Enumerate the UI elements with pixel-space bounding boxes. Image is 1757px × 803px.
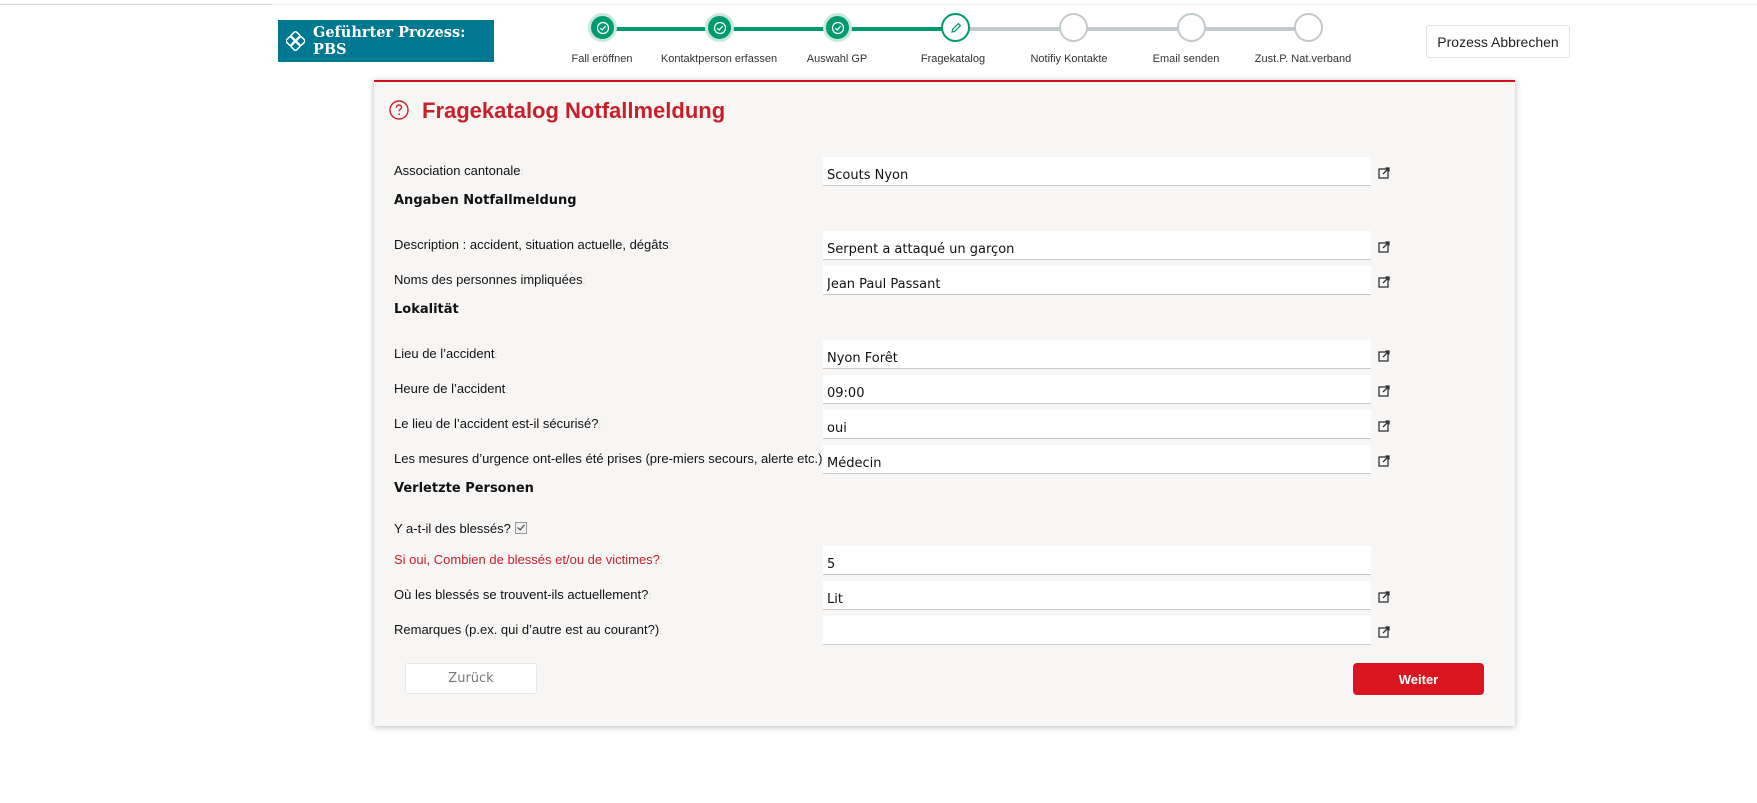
label-colon: : xyxy=(494,350,498,361)
label-colon: : xyxy=(582,276,586,287)
field-label xyxy=(394,381,508,396)
open-external-icon[interactable] xyxy=(1377,240,1391,254)
injured-location-input[interactable] xyxy=(823,581,1371,610)
check-icon xyxy=(713,21,727,35)
step-1-marker[interactable] xyxy=(588,13,617,42)
step-6-label: Email senden xyxy=(1152,53,1220,65)
next-button[interactable]: Weiter xyxy=(1353,663,1484,695)
field-row-time xyxy=(374,375,1515,405)
open-external-icon[interactable] xyxy=(1377,349,1391,363)
secured-input[interactable] xyxy=(823,410,1371,439)
place-input[interactable] xyxy=(823,340,1371,369)
check-icon xyxy=(596,21,610,35)
field-label xyxy=(394,163,523,178)
stepper-remaining-line xyxy=(967,27,1308,31)
field-row-injured-flag xyxy=(374,515,1515,545)
pencil-icon xyxy=(949,21,963,35)
field-label-text: Description : accident, situation actuelle, dégâts xyxy=(394,237,669,252)
page-title: Fragekatalog Notfallmeldung xyxy=(422,98,726,123)
abort-process-button[interactable]: Prozess Abbrechen xyxy=(1426,25,1570,58)
label-colon: : xyxy=(668,241,672,252)
description-input[interactable] xyxy=(823,231,1371,260)
step-3-marker[interactable] xyxy=(823,13,852,42)
label-colon: : xyxy=(659,626,662,637)
injured-count-input[interactable] xyxy=(823,546,1371,575)
questionnaire-card xyxy=(374,80,1515,726)
field-label-text: Lieu de l’accident xyxy=(394,346,495,361)
persons-input[interactable] xyxy=(823,266,1371,295)
field-label xyxy=(394,346,497,361)
section-heading-lokalitaet: Lokalität xyxy=(394,302,459,317)
field-label-text: Si oui, Combien de blessés et/ou de victimes? xyxy=(394,552,660,567)
step-2-marker[interactable] xyxy=(705,13,734,42)
label-colon: : xyxy=(659,556,663,567)
field-label xyxy=(394,622,662,637)
field-row-injured-location xyxy=(374,581,1515,611)
remarks-input[interactable] xyxy=(823,616,1371,645)
field-row-persons xyxy=(374,266,1515,296)
field-row-measures xyxy=(374,445,1515,475)
process-title: Geführter Prozess: PBS xyxy=(312,24,466,58)
section-heading-notfall: Angaben Notfallmeldung xyxy=(394,193,577,208)
label-colon: : xyxy=(505,385,509,396)
field-label-text: Le lieu de l’accident est-il sécurisé? xyxy=(394,416,599,431)
field-label xyxy=(394,521,527,536)
field-label xyxy=(394,451,825,466)
association-input[interactable] xyxy=(823,157,1371,186)
field-label xyxy=(394,272,585,287)
step-7-label: Zust.P. Nat.verband xyxy=(1254,53,1352,65)
field-label-text: Association cantonale xyxy=(394,163,521,178)
field-label-text: Heure de l’accident xyxy=(394,381,506,396)
label-colon: : xyxy=(520,167,524,178)
field-label-text: Remarques (p.ex. qui d’autre est au courant?) xyxy=(394,622,660,637)
field-label xyxy=(394,237,671,252)
measures-input[interactable] xyxy=(823,445,1371,474)
field-label-text: Les mesures d’urgence ont-elles été prises (pre-miers secours, alerte etc.) xyxy=(394,451,823,466)
step-6-marker[interactable] xyxy=(1177,13,1206,42)
check-icon xyxy=(831,21,845,35)
step-5-label: Notifiy Kontakte xyxy=(1030,53,1108,65)
back-button[interactable]: Zurück xyxy=(405,663,537,694)
open-external-icon[interactable] xyxy=(1377,166,1391,180)
step-1-label: Fall eröffnen xyxy=(571,53,633,65)
field-label xyxy=(394,587,651,602)
step-5-marker[interactable] xyxy=(1059,13,1088,42)
field-label-text: Y a-t-il des blessés? xyxy=(394,521,511,536)
open-external-icon[interactable] xyxy=(1377,625,1391,639)
field-row-place xyxy=(374,340,1515,370)
help-circle-icon xyxy=(388,99,410,121)
field-row-remarks xyxy=(374,616,1515,646)
time-input[interactable] xyxy=(823,375,1371,404)
open-external-icon[interactable] xyxy=(1377,419,1391,433)
field-row-association xyxy=(374,157,1515,187)
open-external-icon[interactable] xyxy=(1377,275,1391,289)
field-row-injured-count xyxy=(374,546,1515,576)
field-label-text: Noms des personnes impliquées xyxy=(394,272,583,287)
open-external-icon[interactable] xyxy=(1377,590,1391,604)
section-heading-verletzte: Verletzte Personen xyxy=(394,481,534,496)
field-label-required xyxy=(394,552,663,567)
injured-checkbox[interactable] xyxy=(515,522,527,534)
field-row-description xyxy=(374,231,1515,261)
open-external-icon[interactable] xyxy=(1377,454,1391,468)
step-2-label: Kontaktperson erfassen xyxy=(660,53,778,65)
open-external-icon[interactable] xyxy=(1377,384,1391,398)
label-colon: : xyxy=(598,420,602,431)
field-row-secured xyxy=(374,410,1515,440)
step-7-marker[interactable] xyxy=(1294,13,1323,42)
step-4-marker[interactable] xyxy=(941,13,970,42)
label-colon: : xyxy=(648,591,652,602)
field-label-text: Où les blessés se trouvent-ils actuellement? xyxy=(394,587,649,602)
step-3-label: Auswahl GP xyxy=(806,53,868,65)
field-label xyxy=(394,416,601,431)
stepper-progress-line xyxy=(616,27,967,31)
step-4-label: Fragekatalog xyxy=(920,53,986,65)
